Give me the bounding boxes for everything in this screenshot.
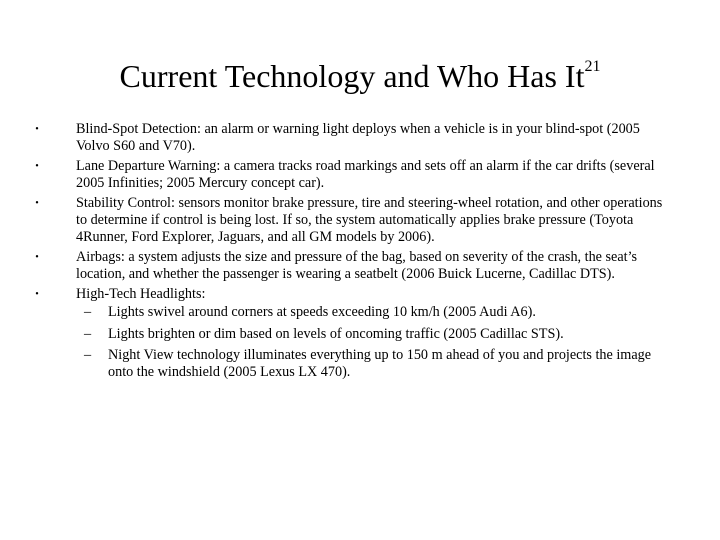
slide-title-text: Current Technology and Who Has It <box>119 58 585 94</box>
bullet-icon: • <box>35 252 39 264</box>
bullet-icon: • <box>35 289 39 301</box>
bullet-list <box>35 121 670 385</box>
bullet-text: High-Tech Headlights: <box>76 286 206 303</box>
sub-bullet-item <box>76 326 670 343</box>
sub-bullet-list <box>76 304 670 381</box>
sub-bullet-text: Night View technology illuminates everything up to 150 m ahead of you and projects the image onto the windshield (2005 Lexus LX 470). <box>108 346 652 381</box>
bullet-item-blind-spot <box>35 121 670 155</box>
dash-icon: – <box>84 325 92 342</box>
bullet-text: Airbags: a system adjusts the size and pressure of the bag, based on severity of the crash, the seat’s location, and whether the passenger is wearing a seatbelt (2006 Buick Lucerne, Cadillac DTS). <box>76 249 638 283</box>
bullet-icon: • <box>35 124 39 135</box>
bullet-icon: • <box>35 198 39 209</box>
bullet-icon: • <box>35 161 39 172</box>
bullet-item-lane-departure <box>35 158 670 192</box>
title-footnote-number: 21 <box>584 58 601 75</box>
bullet-text: Stability Control: sensors monitor brake pressure, tire and steering-wheel rotation, and other operations to determine if control is being lost. If so, the system automatically applies brake pressure (Toyota 4Runner, Ford Explorer, Jaguars, and all GM models by 2006). <box>76 195 663 246</box>
sub-bullet-text: Lights brighten or dim based on levels of oncoming traffic (2005 Cadillac STS). <box>108 325 564 342</box>
slide-title <box>60 56 660 96</box>
dash-icon: – <box>84 346 92 363</box>
bullet-text: Lane Departure Warning: a camera tracks road markings and sets off an alarm if the car drifts (several 2005 Infinities; 2005 Mercury concept car). <box>76 158 655 192</box>
bullet-item-headlights <box>35 286 670 381</box>
bullet-text: Blind-Spot Detection: an alarm or warning light deploys when a vehicle is in your blind-spot (2005 Volvo S60 and V70). <box>76 121 640 155</box>
dash-icon: – <box>84 304 92 321</box>
bullet-item-airbags <box>35 249 670 283</box>
sub-bullet-item <box>76 347 670 381</box>
sub-bullet-item <box>76 304 670 321</box>
sub-bullet-text: Lights swivel around corners at speeds exceeding 10 km/h (2005 Audi A6). <box>108 304 536 321</box>
bullet-item-stability-control <box>35 195 670 247</box>
